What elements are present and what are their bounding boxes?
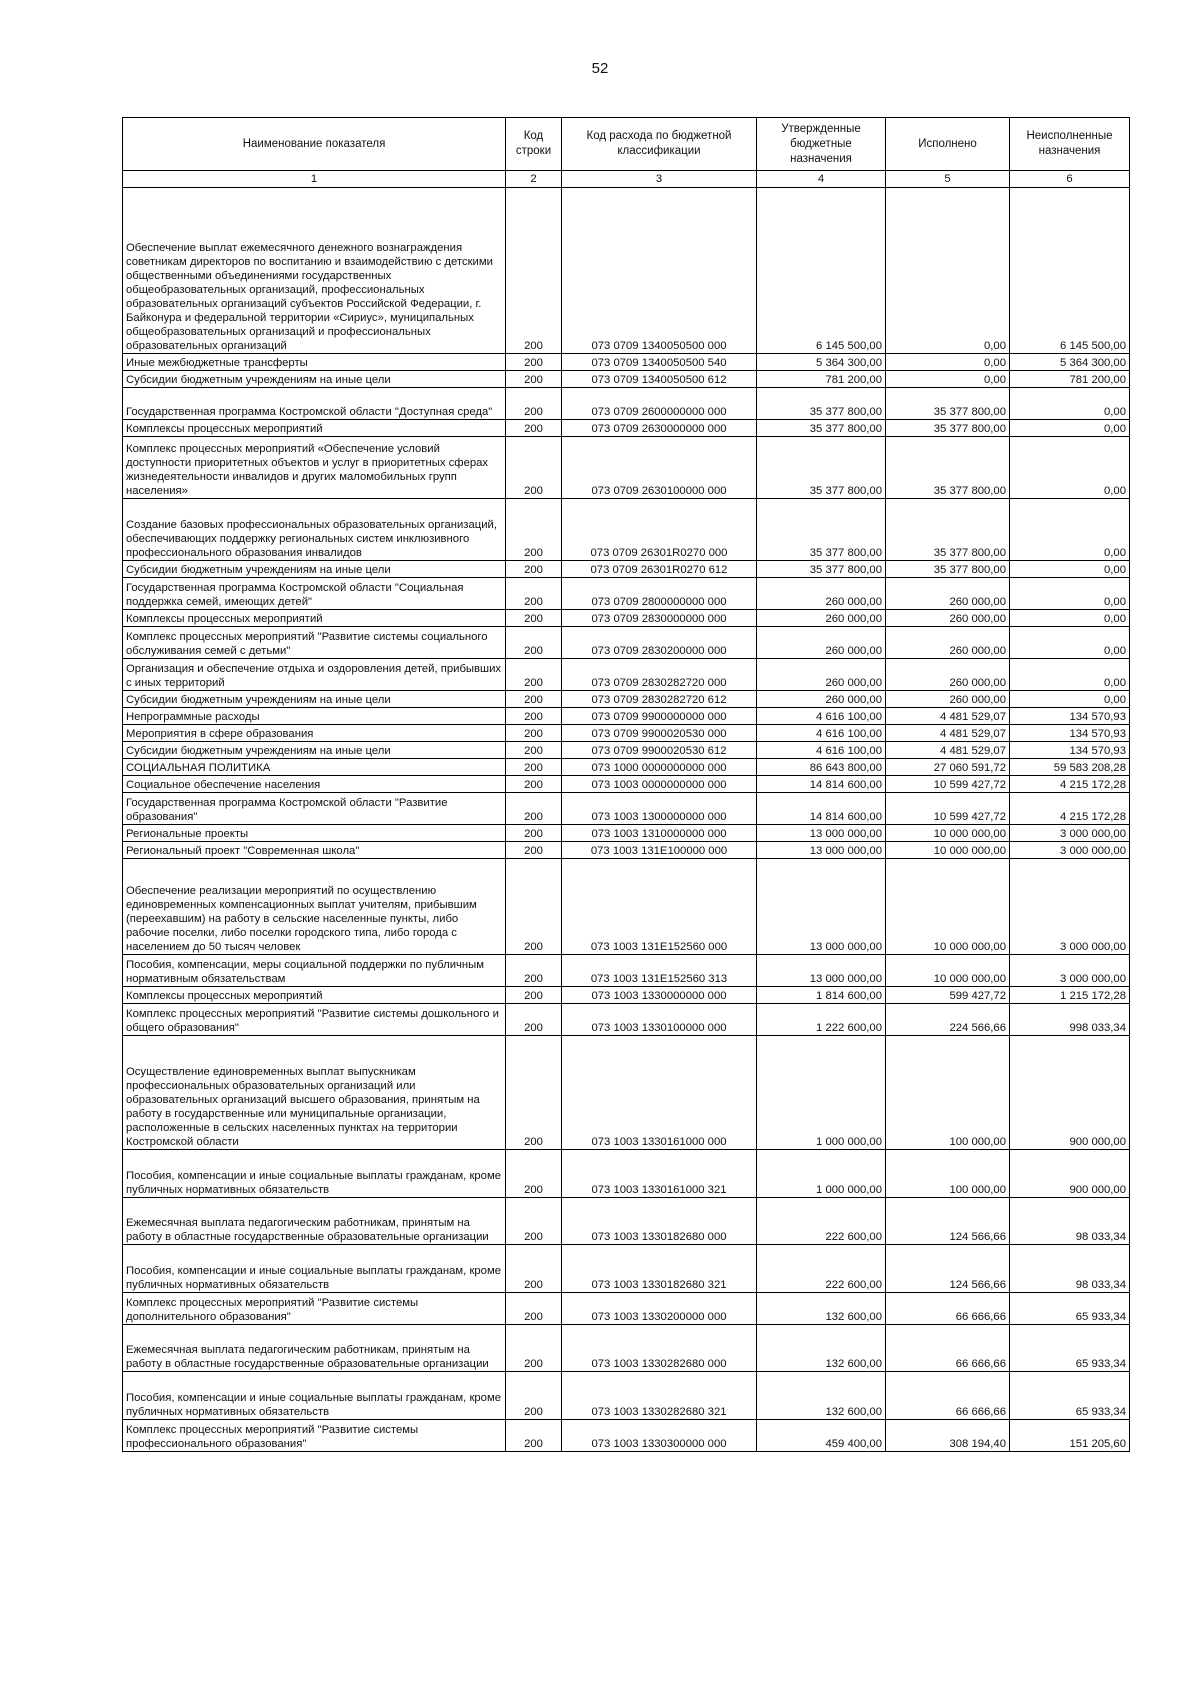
- row-executed-amount: 10 000 000,00: [886, 842, 1010, 859]
- table-row: [123, 437, 1130, 499]
- row-unexecuted-amount: 900 000,00: [1010, 1150, 1130, 1198]
- row-line-code: 200: [506, 987, 562, 1004]
- row-budget-code: 073 1000 0000000000 000: [562, 759, 757, 776]
- row-approved-amount: 35 377 800,00: [757, 420, 886, 437]
- row-indicator-name: Субсидии бюджетным учреждениям на иные цели: [123, 691, 506, 708]
- row-line-code: 200: [506, 627, 562, 659]
- row-unexecuted-amount: 0,00: [1010, 627, 1130, 659]
- row-approved-amount: 260 000,00: [757, 659, 886, 691]
- row-executed-amount: 4 481 529,07: [886, 742, 1010, 759]
- row-executed-amount: 4 481 529,07: [886, 725, 1010, 742]
- table-row: [123, 627, 1130, 659]
- row-line-code: 200: [506, 499, 562, 561]
- row-unexecuted-amount: 0,00: [1010, 610, 1130, 627]
- row-approved-amount: 132 600,00: [757, 1293, 886, 1325]
- table-row: [123, 742, 1130, 759]
- header-approved: Утвержденные бюджетные назначения: [757, 118, 886, 171]
- row-indicator-name: Субсидии бюджетным учреждениям на иные цели: [123, 371, 506, 388]
- row-approved-amount: 5 364 300,00: [757, 354, 886, 371]
- table-row: [123, 561, 1130, 578]
- row-budget-code: 073 1003 1330161000 321: [562, 1150, 757, 1198]
- row-approved-amount: 222 600,00: [757, 1245, 886, 1293]
- row-approved-amount: 14 814 600,00: [757, 793, 886, 825]
- row-executed-amount: 124 566,66: [886, 1245, 1010, 1293]
- row-executed-amount: 0,00: [886, 188, 1010, 354]
- row-indicator-name: Региональный проект "Современная школа": [123, 842, 506, 859]
- row-indicator-name: Социальное обеспечение населения: [123, 776, 506, 793]
- row-budget-code: 073 0709 2630000000 000: [562, 420, 757, 437]
- table-row: [123, 759, 1130, 776]
- row-indicator-name: Субсидии бюджетным учреждениям на иные цели: [123, 561, 506, 578]
- column-number: 3: [562, 171, 757, 188]
- row-line-code: 200: [506, 742, 562, 759]
- table-row: [123, 1293, 1130, 1325]
- row-executed-amount: 35 377 800,00: [886, 437, 1010, 499]
- row-budget-code: 073 1003 1330282680 321: [562, 1372, 757, 1420]
- row-executed-amount: 0,00: [886, 354, 1010, 371]
- row-executed-amount: 260 000,00: [886, 610, 1010, 627]
- row-executed-amount: 224 566,66: [886, 1004, 1010, 1036]
- row-executed-amount: 10 000 000,00: [886, 955, 1010, 987]
- table-row: [123, 371, 1130, 388]
- row-unexecuted-amount: 65 933,34: [1010, 1325, 1130, 1372]
- row-unexecuted-amount: 4 215 172,28: [1010, 793, 1130, 825]
- table-row: [123, 987, 1130, 1004]
- row-line-code: 200: [506, 354, 562, 371]
- table-row: [123, 793, 1130, 825]
- row-indicator-name: Комплексы процессных мероприятий: [123, 987, 506, 1004]
- row-indicator-name: Региональные проекты: [123, 825, 506, 842]
- row-executed-amount: 10 000 000,00: [886, 859, 1010, 955]
- column-number: 2: [506, 171, 562, 188]
- row-approved-amount: 14 814 600,00: [757, 776, 886, 793]
- row-indicator-name: Государственная программа Костромской области "Развитие образования": [123, 793, 506, 825]
- row-budget-code: 073 0709 2830000000 000: [562, 610, 757, 627]
- row-line-code: 200: [506, 759, 562, 776]
- row-indicator-name: Комплекс процессных мероприятий "Развитие системы социального обслуживания семей с детьми": [123, 627, 506, 659]
- row-executed-amount: 599 427,72: [886, 987, 1010, 1004]
- row-approved-amount: 260 000,00: [757, 691, 886, 708]
- row-line-code: 200: [506, 437, 562, 499]
- budget-execution-table: [122, 117, 1130, 1452]
- row-budget-code: 073 0709 9900020530 000: [562, 725, 757, 742]
- row-line-code: 200: [506, 1372, 562, 1420]
- row-indicator-name: Комплексы процессных мероприятий: [123, 420, 506, 437]
- row-budget-code: 073 0709 26301R0270 612: [562, 561, 757, 578]
- row-executed-amount: 66 666,66: [886, 1325, 1010, 1372]
- row-indicator-name: Организация и обеспечение отдыха и оздоровления детей, прибывших с иных территорий: [123, 659, 506, 691]
- row-indicator-name: Комплекс процессных мероприятий "Развитие системы дошкольного и общего образования": [123, 1004, 506, 1036]
- row-approved-amount: 4 616 100,00: [757, 708, 886, 725]
- row-approved-amount: 35 377 800,00: [757, 561, 886, 578]
- row-approved-amount: 13 000 000,00: [757, 859, 886, 955]
- header-unexecuted: Неисполненные назначения: [1010, 118, 1130, 171]
- row-executed-amount: 35 377 800,00: [886, 561, 1010, 578]
- row-approved-amount: 1 000 000,00: [757, 1150, 886, 1198]
- row-approved-amount: 13 000 000,00: [757, 955, 886, 987]
- row-approved-amount: 13 000 000,00: [757, 842, 886, 859]
- table-row: [123, 1245, 1130, 1293]
- row-approved-amount: 35 377 800,00: [757, 388, 886, 420]
- row-budget-code: 073 0709 2830282720 000: [562, 659, 757, 691]
- row-budget-code: 073 1003 131E100000 000: [562, 842, 757, 859]
- row-line-code: 200: [506, 859, 562, 955]
- row-unexecuted-amount: 65 933,34: [1010, 1293, 1130, 1325]
- table-row: [123, 659, 1130, 691]
- row-indicator-name: Комплекс процессных мероприятий "Развитие системы дополнительного образования": [123, 1293, 506, 1325]
- table-body: [123, 188, 1130, 1452]
- row-unexecuted-amount: 134 570,93: [1010, 742, 1130, 759]
- row-unexecuted-amount: 0,00: [1010, 437, 1130, 499]
- row-unexecuted-amount: 0,00: [1010, 691, 1130, 708]
- table-row: [123, 610, 1130, 627]
- table-row: [123, 1036, 1130, 1150]
- row-executed-amount: 260 000,00: [886, 659, 1010, 691]
- row-executed-amount: 10 000 000,00: [886, 825, 1010, 842]
- row-executed-amount: 308 194,40: [886, 1420, 1010, 1452]
- row-executed-amount: 10 599 427,72: [886, 793, 1010, 825]
- row-executed-amount: 260 000,00: [886, 578, 1010, 610]
- row-budget-code: 073 0709 1340050500 540: [562, 354, 757, 371]
- row-indicator-name: Создание базовых профессиональных образовательных организаций, обеспечивающих поддержку региональных систем инклюзивного профессионального образования инвалидов: [123, 499, 506, 561]
- row-budget-code: 073 0709 2830200000 000: [562, 627, 757, 659]
- row-indicator-name: Обеспечение выплат ежемесячного денежного вознаграждения советникам директоров по воспитанию и взаимодействию с детскими общественными объединениями государственных общеобразовательных организаций, профессиональных образовательных организаций субъектов Российской Федерации, г. Байконура и федеральной территории «Сириус», муниципальных общеобразовательных организаций и профессиональных образовательных организаций: [123, 188, 506, 354]
- column-number: 4: [757, 171, 886, 188]
- table-row: [123, 859, 1130, 955]
- row-indicator-name: Обеспечение реализации мероприятий по осуществлению единовременных компенсационных выплат учителям, прибывшим (переехавшим) на работу в сельские населенные пункты, либо рабочие поселки, либо поселки городского типа, либо города с населением до 50 тысяч человек: [123, 859, 506, 955]
- row-unexecuted-amount: 0,00: [1010, 388, 1130, 420]
- row-unexecuted-amount: 5 364 300,00: [1010, 354, 1130, 371]
- table-row: [123, 725, 1130, 742]
- row-indicator-name: Непрограммные расходы: [123, 708, 506, 725]
- column-number: 5: [886, 171, 1010, 188]
- row-unexecuted-amount: 998 033,34: [1010, 1004, 1130, 1036]
- row-unexecuted-amount: 0,00: [1010, 420, 1130, 437]
- column-number: 6: [1010, 171, 1130, 188]
- table-row: [123, 708, 1130, 725]
- row-approved-amount: 781 200,00: [757, 371, 886, 388]
- row-budget-code: 073 1003 1330100000 000: [562, 1004, 757, 1036]
- row-budget-code: 073 1003 1330282680 000: [562, 1325, 757, 1372]
- row-unexecuted-amount: 6 145 500,00: [1010, 188, 1130, 354]
- row-unexecuted-amount: 3 000 000,00: [1010, 825, 1130, 842]
- table-row: [123, 1150, 1130, 1198]
- table-row: [123, 499, 1130, 561]
- page-number: 52: [591, 60, 609, 77]
- row-unexecuted-amount: 151 205,60: [1010, 1420, 1130, 1452]
- row-line-code: 200: [506, 793, 562, 825]
- row-line-code: 200: [506, 1325, 562, 1372]
- row-approved-amount: 222 600,00: [757, 1198, 886, 1245]
- row-line-code: 200: [506, 708, 562, 725]
- row-indicator-name: Пособия, компенсации, меры социальной поддержки по публичным нормативным обязательствам: [123, 955, 506, 987]
- row-budget-code: 073 1003 131E152560 000: [562, 859, 757, 955]
- table-row: [123, 1198, 1130, 1245]
- row-indicator-name: Субсидии бюджетным учреждениям на иные цели: [123, 742, 506, 759]
- row-approved-amount: 132 600,00: [757, 1372, 886, 1420]
- row-line-code: 200: [506, 578, 562, 610]
- row-line-code: 200: [506, 371, 562, 388]
- row-budget-code: 073 1003 1330200000 000: [562, 1293, 757, 1325]
- row-approved-amount: 4 616 100,00: [757, 742, 886, 759]
- row-approved-amount: 13 000 000,00: [757, 825, 886, 842]
- row-budget-code: 073 0709 1340050500 000: [562, 188, 757, 354]
- row-indicator-name: Пособия, компенсации и иные социальные выплаты гражданам, кроме публичных нормативных обязательств: [123, 1150, 506, 1198]
- row-budget-code: 073 1003 1330161000 000: [562, 1036, 757, 1150]
- row-budget-code: 073 1003 1330300000 000: [562, 1420, 757, 1452]
- row-budget-code: 073 1003 1310000000 000: [562, 825, 757, 842]
- row-budget-code: 073 0709 2800000000 000: [562, 578, 757, 610]
- row-line-code: 200: [506, 691, 562, 708]
- header-budget-code: Код расхода по бюджетной классификации: [562, 118, 757, 171]
- row-indicator-name: Государственная программа Костромской области "Социальная поддержка семей, имеющих детей": [123, 578, 506, 610]
- row-indicator-name: Осуществление единовременных выплат выпускникам профессиональных образовательных организаций или образовательных организаций высшего образования, принятым на работу в государственные или муниципальные организации, расположенные в сельских населенных пунктах на территории Костромской области: [123, 1036, 506, 1150]
- row-unexecuted-amount: 781 200,00: [1010, 371, 1130, 388]
- row-budget-code: 073 1003 0000000000 000: [562, 776, 757, 793]
- table-row: [123, 578, 1130, 610]
- row-indicator-name: Ежемесячная выплата педагогическим работникам, принятым на работу в областные государственные образовательные организации: [123, 1325, 506, 1372]
- row-approved-amount: 86 643 800,00: [757, 759, 886, 776]
- row-line-code: 200: [506, 610, 562, 627]
- row-line-code: 200: [506, 842, 562, 859]
- row-line-code: 200: [506, 188, 562, 354]
- row-line-code: 200: [506, 1004, 562, 1036]
- table-row: [123, 188, 1130, 354]
- row-budget-code: 073 0709 9900020530 612: [562, 742, 757, 759]
- row-approved-amount: 260 000,00: [757, 610, 886, 627]
- row-indicator-name: Комплекс процессных мероприятий «Обеспечение условий доступности приоритетных объектов и услуг в приоритетных сферах жизнедеятельности инвалидов и других маломобильных групп населения»: [123, 437, 506, 499]
- row-executed-amount: 10 599 427,72: [886, 776, 1010, 793]
- row-executed-amount: 100 000,00: [886, 1150, 1010, 1198]
- row-unexecuted-amount: 98 033,34: [1010, 1198, 1130, 1245]
- row-budget-code: 073 0709 9900000000 000: [562, 708, 757, 725]
- table-row: [123, 354, 1130, 371]
- row-unexecuted-amount: 0,00: [1010, 499, 1130, 561]
- row-indicator-name: Комплекс процессных мероприятий "Развитие системы профессионального образования": [123, 1420, 506, 1452]
- row-budget-code: 073 1003 131E152560 313: [562, 955, 757, 987]
- row-executed-amount: 27 060 591,72: [886, 759, 1010, 776]
- row-executed-amount: 35 377 800,00: [886, 420, 1010, 437]
- table-row: [123, 825, 1130, 842]
- row-executed-amount: 35 377 800,00: [886, 499, 1010, 561]
- row-line-code: 200: [506, 1245, 562, 1293]
- row-approved-amount: 1 814 600,00: [757, 987, 886, 1004]
- row-approved-amount: 4 616 100,00: [757, 725, 886, 742]
- row-budget-code: 073 1003 1300000000 000: [562, 793, 757, 825]
- row-executed-amount: 4 481 529,07: [886, 708, 1010, 725]
- row-approved-amount: 459 400,00: [757, 1420, 886, 1452]
- row-unexecuted-amount: 3 000 000,00: [1010, 859, 1130, 955]
- row-line-code: 200: [506, 825, 562, 842]
- row-indicator-name: Комплексы процессных мероприятий: [123, 610, 506, 627]
- row-line-code: 200: [506, 1150, 562, 1198]
- row-budget-code: 073 1003 1330000000 000: [562, 987, 757, 1004]
- row-line-code: 200: [506, 420, 562, 437]
- row-approved-amount: 260 000,00: [757, 578, 886, 610]
- table-row: [123, 842, 1130, 859]
- header-line-code: Код строки: [506, 118, 562, 171]
- row-approved-amount: 1 222 600,00: [757, 1004, 886, 1036]
- row-approved-amount: 35 377 800,00: [757, 437, 886, 499]
- row-unexecuted-amount: 0,00: [1010, 561, 1130, 578]
- row-line-code: 200: [506, 1293, 562, 1325]
- table-row: [123, 420, 1130, 437]
- row-budget-code: 073 0709 2830282720 612: [562, 691, 757, 708]
- header-executed: Исполнено: [886, 118, 1010, 171]
- row-executed-amount: 100 000,00: [886, 1036, 1010, 1150]
- row-unexecuted-amount: 0,00: [1010, 659, 1130, 691]
- row-unexecuted-amount: 134 570,93: [1010, 725, 1130, 742]
- row-line-code: 200: [506, 388, 562, 420]
- row-approved-amount: 35 377 800,00: [757, 499, 886, 561]
- table-row: [123, 1372, 1130, 1420]
- row-executed-amount: 260 000,00: [886, 691, 1010, 708]
- row-unexecuted-amount: 0,00: [1010, 578, 1130, 610]
- row-unexecuted-amount: 3 000 000,00: [1010, 842, 1130, 859]
- row-line-code: 200: [506, 1198, 562, 1245]
- row-unexecuted-amount: 900 000,00: [1010, 1036, 1130, 1150]
- row-approved-amount: 1 000 000,00: [757, 1036, 886, 1150]
- row-unexecuted-amount: 134 570,93: [1010, 708, 1130, 725]
- row-indicator-name: Ежемесячная выплата педагогическим работникам, принятым на работу в областные государственные образовательные организации: [123, 1198, 506, 1245]
- row-indicator-name: СОЦИАЛЬНАЯ ПОЛИТИКА: [123, 759, 506, 776]
- row-executed-amount: 260 000,00: [886, 627, 1010, 659]
- row-budget-code: 073 1003 1330182680 321: [562, 1245, 757, 1293]
- row-line-code: 200: [506, 1036, 562, 1150]
- row-indicator-name: Пособия, компенсации и иные социальные выплаты гражданам, кроме публичных нормативных обязательств: [123, 1245, 506, 1293]
- row-indicator-name: Пособия, компенсации и иные социальные выплаты гражданам, кроме публичных нормативных обязательств: [123, 1372, 506, 1420]
- row-unexecuted-amount: 3 000 000,00: [1010, 955, 1130, 987]
- row-unexecuted-amount: 65 933,34: [1010, 1372, 1130, 1420]
- row-line-code: 200: [506, 561, 562, 578]
- row-budget-code: 073 0709 2630100000 000: [562, 437, 757, 499]
- header-indicator-name: Наименование показателя: [123, 118, 506, 171]
- row-indicator-name: Государственная программа Костромской области "Доступная среда": [123, 388, 506, 420]
- row-line-code: 200: [506, 955, 562, 987]
- row-unexecuted-amount: 98 033,34: [1010, 1245, 1130, 1293]
- row-executed-amount: 0,00: [886, 371, 1010, 388]
- table-row: [123, 691, 1130, 708]
- row-indicator-name: Иные межбюджетные трансферты: [123, 354, 506, 371]
- table-row: [123, 1420, 1130, 1452]
- row-budget-code: 073 1003 1330182680 000: [562, 1198, 757, 1245]
- row-budget-code: 073 0709 1340050500 612: [562, 371, 757, 388]
- column-number-row: [123, 171, 1130, 188]
- row-executed-amount: 35 377 800,00: [886, 388, 1010, 420]
- table-row: [123, 776, 1130, 793]
- row-executed-amount: 66 666,66: [886, 1372, 1010, 1420]
- row-budget-code: 073 0709 2600000000 000: [562, 388, 757, 420]
- row-approved-amount: 132 600,00: [757, 1325, 886, 1372]
- row-unexecuted-amount: 4 215 172,28: [1010, 776, 1130, 793]
- row-line-code: 200: [506, 659, 562, 691]
- column-number: 1: [123, 171, 506, 188]
- row-executed-amount: 124 566,66: [886, 1198, 1010, 1245]
- row-unexecuted-amount: 1 215 172,28: [1010, 987, 1130, 1004]
- row-approved-amount: 6 145 500,00: [757, 188, 886, 354]
- table-row: [123, 1325, 1130, 1372]
- row-line-code: 200: [506, 725, 562, 742]
- row-indicator-name: Мероприятия в сфере образования: [123, 725, 506, 742]
- table-row: [123, 388, 1130, 420]
- row-approved-amount: 260 000,00: [757, 627, 886, 659]
- table-row: [123, 955, 1130, 987]
- row-executed-amount: 66 666,66: [886, 1293, 1010, 1325]
- row-line-code: 200: [506, 776, 562, 793]
- row-line-code: 200: [506, 1420, 562, 1452]
- row-unexecuted-amount: 59 583 208,28: [1010, 759, 1130, 776]
- row-budget-code: 073 0709 26301R0270 000: [562, 499, 757, 561]
- table-row: [123, 1004, 1130, 1036]
- table-header-row: [123, 118, 1130, 171]
